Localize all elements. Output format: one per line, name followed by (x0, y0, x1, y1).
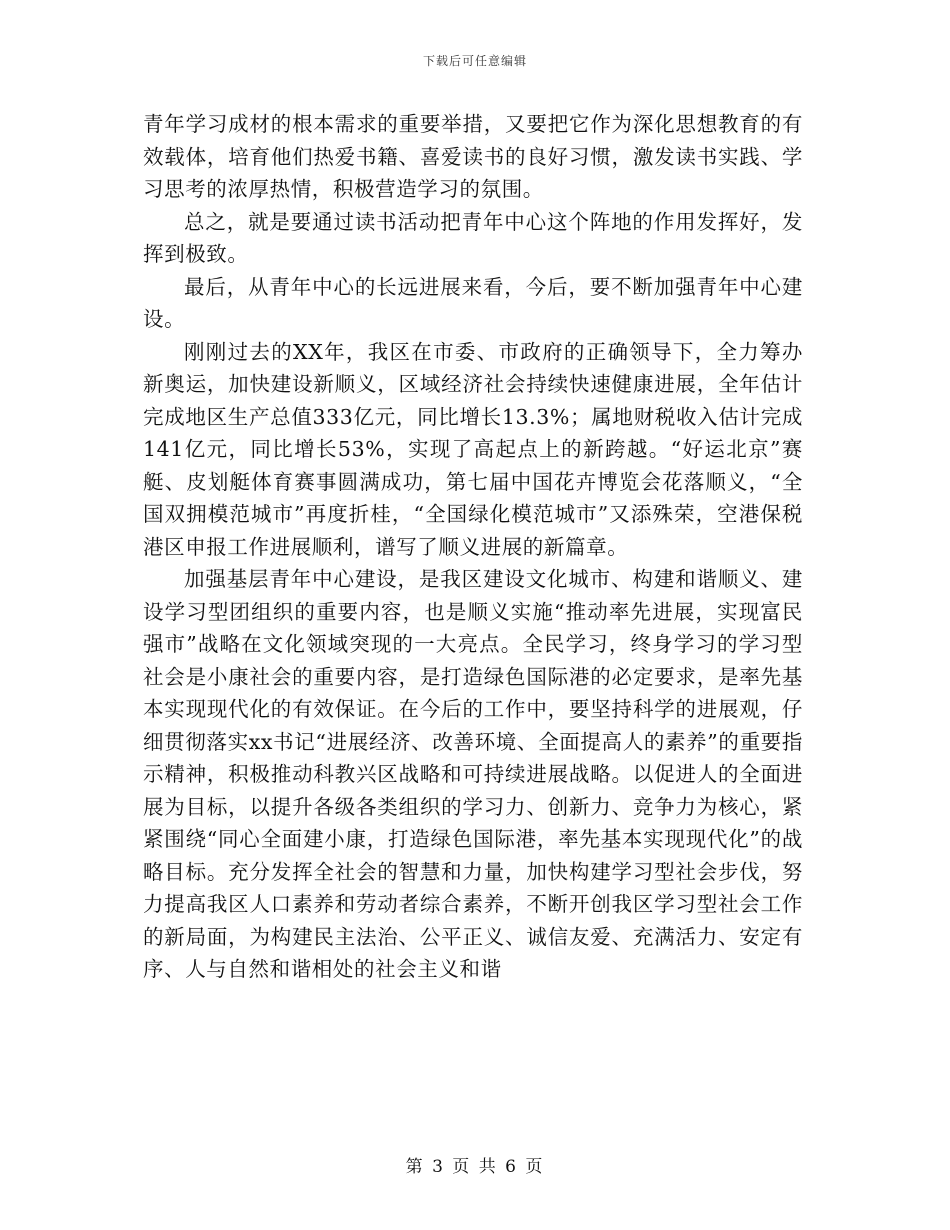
paragraph-2: 总之，就是要通过读书活动把青年中心这个阵地的作用发挥好，发挥到极致。 (143, 209, 803, 266)
document-body (143, 108, 803, 986)
paragraph-3: 最后，从青年中心的长远进展来看，今后，要不断加强青年中心建设。 (143, 274, 803, 331)
page-header-note: 下载后可任意编辑 (422, 54, 527, 68)
page-number-footer: 第 3 页 共 6 页 (405, 1157, 545, 1177)
paragraph-5: 加强基层青年中心建设，是我区建设文化城市、构建和谐顺义、建设学习型团组织的重要内容，也是顺义实施“推动率先进展，实现富民强市”战略在文化领域突现的一大亮点。全民学习，终身学习的学习型社会是小康社会的重要内容，是打造绿色国际港的必定要求，是率先基本实现现代化的有效保证。在今后的工作中，要坚持科学的进展观，仔细贯彻落实xx书记“进展经济、改善环境、全面提高人的素养”的重要指示精神，积极推动科教兴区战略和可持续进展战略。以促进人的全面进展为目标，以提升各级各类组织的学习力、创新力、竞争力为核心，紧紧围绕“同心全面建小康，打造绿色国际港，率先基本实现现代化”的战略目标。充分发挥全社会的智慧和力量，加快构建学习型社会步伐，努力提高我区人口素养和劳动者综合素养，不断开创我区学习型社会工作的新局面，为构建民主法治、公平正义、诚信友爱、充满活力、安定有序、人与自然和谐相处的社会主义和谐 (143, 567, 803, 981)
paragraph-1: 青年学习成材的根本需求的重要举措，又要把它作为深化思想教育的有效载体，培育他们热爱书籍、喜爱读书的良好习惯，激发读书实践、学习思考的浓厚热情，积极营造学习的氛围。 (143, 112, 803, 201)
paragraph-4: 刚刚过去的XX年，我区在市委、市政府的正确领导下，全力筹办新奥运，加快建设新顺义，区域经济社会持续快速健康进展，全年估计完成地区生产总值333亿元，同比增长13.3%；属地财税收入估计完成141亿元，同比增长53%，实现了高起点上的新跨越。“好运北京”赛艇、皮划艇体育赛事圆满成功，第七届中国花卉博览会花落顺义，“全国双拥模范城市”再度折桂，“全国绿化模范城市”又添殊荣，空港保税港区申报工作进展顺利，谱写了顺义进展的新篇章。 (143, 339, 803, 559)
